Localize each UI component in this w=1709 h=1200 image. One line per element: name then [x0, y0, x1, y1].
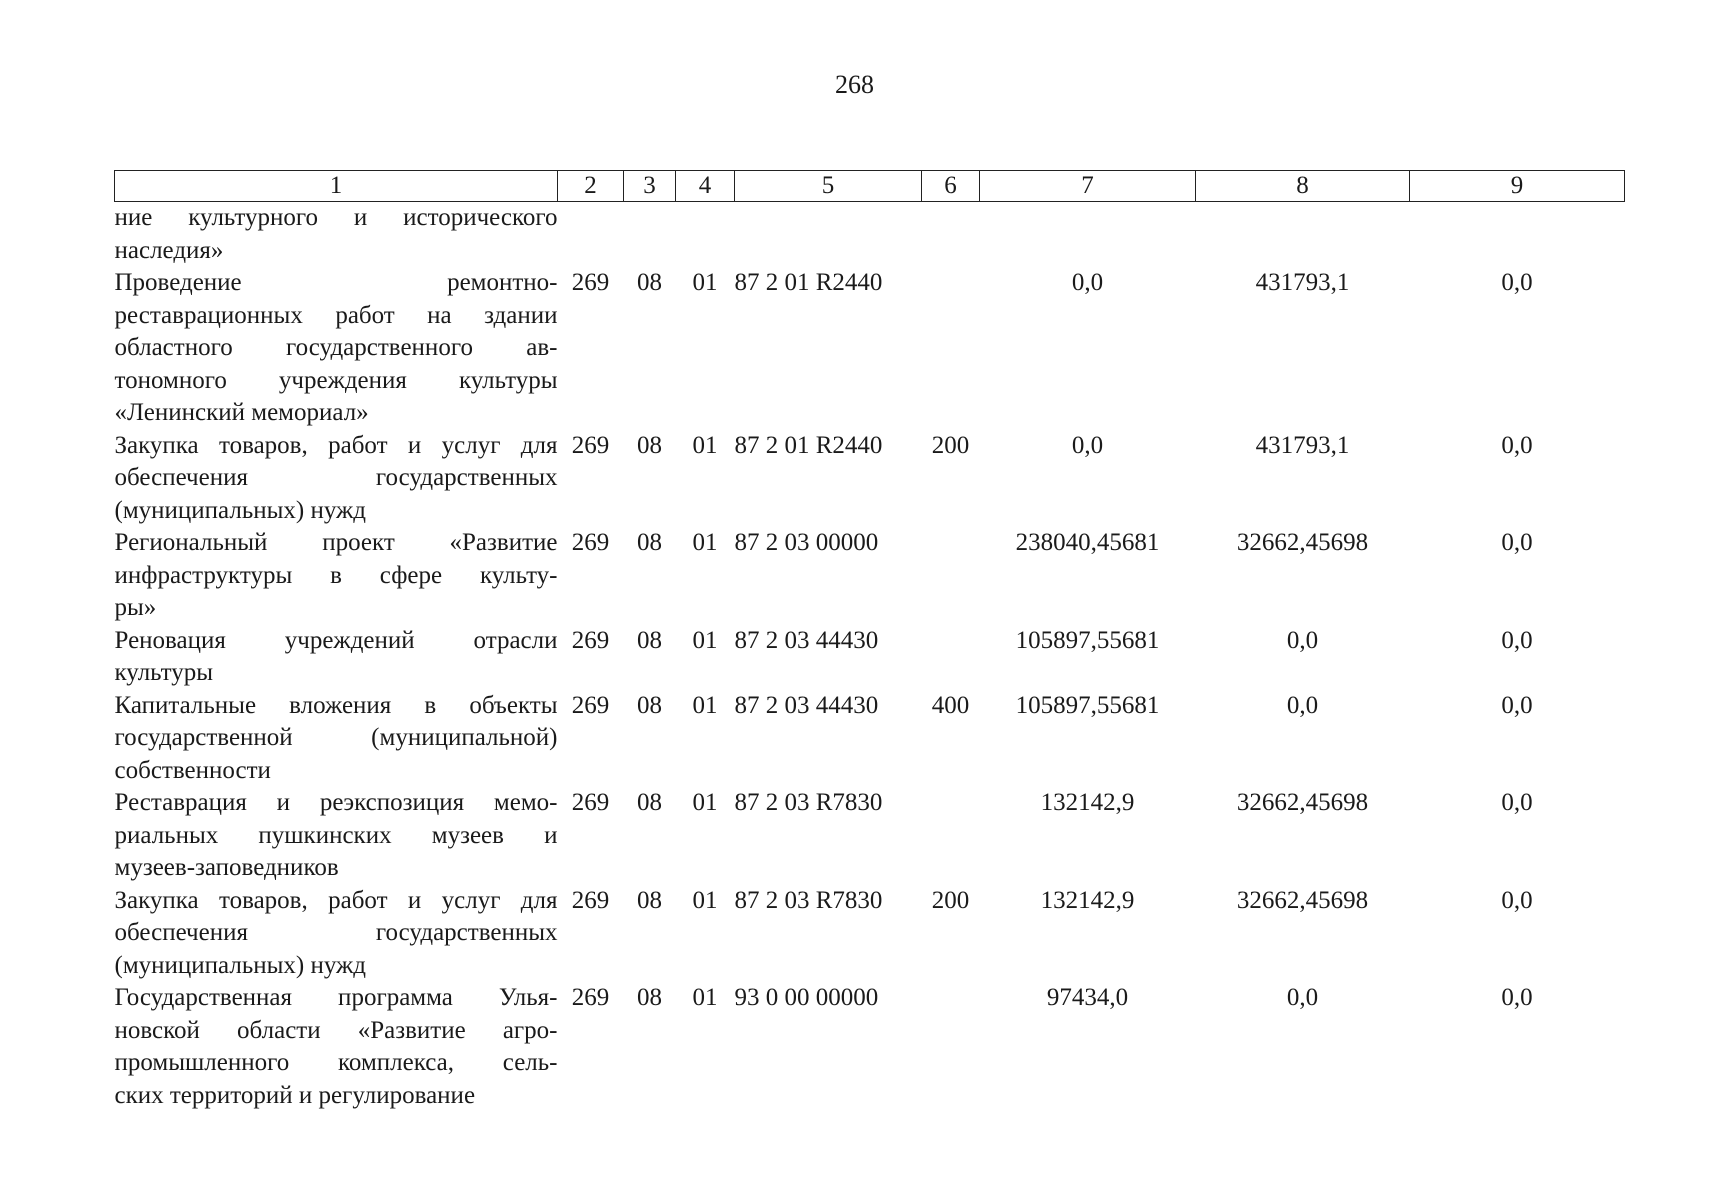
amount-col7-cell: 0,0	[1071, 431, 1104, 459]
expense-type-cell: 400	[931, 691, 970, 719]
section-code-cell: 08	[637, 789, 662, 816]
description-line: музеев-заповедников	[114, 854, 339, 881]
description-line: Реновация учреждений отрасли	[114, 626, 558, 654]
amount-col8-cell: 32662,45698	[1236, 529, 1369, 556]
amount-col7-cell: 97434,0	[1046, 984, 1129, 1011]
ministry-code-cell: 269	[571, 886, 610, 914]
amount-col9-cell: 0,0	[1501, 691, 1533, 719]
description-line: риальных пушкинских музеев и	[114, 821, 558, 849]
description-cell	[115, 885, 558, 983]
target-article-cell: 87 2 03 44430	[734, 691, 879, 719]
expense-type-cell	[922, 787, 980, 885]
description-cell	[115, 625, 558, 690]
column-header-5: 5	[735, 171, 922, 202]
column-header-2: 2	[558, 171, 624, 202]
subsection-code-cell	[676, 202, 735, 268]
subsection-code-cell: 01	[692, 789, 718, 816]
description-line: промышленного комплекса, сель-	[114, 1049, 558, 1076]
amount-col9-cell: 0,0	[1501, 431, 1533, 459]
target-article-cell: 87 2 03 00000	[734, 529, 879, 556]
description-line: Государственная программа Улья-	[114, 984, 558, 1011]
column-header-3: 3	[624, 171, 676, 202]
table-row	[115, 267, 1625, 430]
section-code-cell	[624, 202, 676, 268]
description-cell	[115, 430, 558, 528]
amount-col9-cell: 0,0	[1501, 269, 1533, 296]
amount-col7-cell: 105897,55681	[1015, 626, 1160, 654]
amount-col7-cell: 0,0	[1071, 269, 1104, 296]
ministry-code-cell	[558, 202, 624, 268]
section-code-cell: 08	[637, 431, 662, 459]
description-cell	[115, 787, 558, 885]
description-line: Проведение ремонтно-	[114, 269, 558, 296]
amount-col8-cell: 0,0	[1286, 626, 1319, 654]
subsection-code-cell: 01	[692, 529, 718, 556]
target-article-cell: 93 0 00 00000	[734, 984, 879, 1011]
target-article-cell	[735, 202, 922, 268]
expense-type-cell	[922, 202, 980, 268]
description-line: государственной (муниципальной)	[114, 724, 558, 751]
amount-col8-cell: 0,0	[1286, 984, 1319, 1011]
target-article-cell: 87 2 03 44430	[734, 626, 879, 654]
section-code-cell: 08	[637, 886, 662, 914]
amount-col7-cell: 105897,55681	[1015, 691, 1160, 719]
ministry-code-cell: 269	[571, 269, 610, 296]
description-line: инфраструктуры в сфере культу-	[114, 561, 558, 589]
amount-col7-cell: 132142,9	[1040, 789, 1135, 816]
header-row	[115, 171, 1625, 202]
expense-type-cell	[922, 267, 980, 430]
description-line: Закупка товаров, работ и услуг для	[114, 886, 558, 914]
expense-type-cell: 200	[931, 886, 970, 914]
ministry-code-cell: 269	[571, 529, 610, 556]
ministry-code-cell: 269	[571, 626, 610, 654]
description-line: наследия»	[114, 236, 224, 264]
description-line: тономного учреждения культуры	[114, 366, 558, 394]
subsection-code-cell: 01	[692, 269, 718, 296]
description-cell	[115, 267, 558, 430]
section-code-cell: 08	[637, 269, 662, 296]
subsection-code-cell: 01	[692, 886, 718, 914]
description-line: ры»	[114, 594, 157, 621]
description-line: обеспечения государственных	[114, 464, 558, 491]
expense-type-cell	[922, 527, 980, 625]
expense-type-cell	[922, 982, 980, 1112]
description-line: (муниципальных) нужд	[114, 951, 367, 979]
table-row	[115, 982, 1625, 1112]
description-line: Региональный проект «Развитие	[114, 529, 558, 556]
subsection-code-cell: 01	[692, 431, 718, 459]
amount-col9-cell: 0,0	[1501, 529, 1533, 556]
amount-col8-cell	[1196, 202, 1410, 268]
amount-col8-cell: 0,0	[1286, 691, 1319, 719]
target-article-cell: 87 2 03 R7830	[734, 886, 883, 914]
page-number: 268	[835, 70, 874, 99]
description-line: «Ленинский мемориал»	[114, 399, 369, 426]
table-body	[115, 202, 1625, 1113]
target-article-cell: 87 2 01 R2440	[734, 431, 883, 459]
table-row	[115, 527, 1625, 625]
description-line: обеспечения государственных	[114, 919, 558, 946]
amount-col7-cell	[980, 202, 1196, 268]
description-line: ние культурного и исторического	[114, 204, 558, 231]
subsection-code-cell: 01	[692, 626, 718, 654]
description-cell	[115, 527, 558, 625]
description-cell	[115, 202, 558, 268]
amount-col8-cell: 431793,1	[1255, 431, 1350, 459]
amount-col8-cell: 32662,45698	[1236, 789, 1369, 816]
amount-col8-cell: 32662,45698	[1236, 886, 1369, 914]
expense-type-cell: 200	[931, 431, 970, 459]
amount-col9-cell	[1410, 202, 1625, 268]
description-line: областного государственного ав-	[114, 334, 558, 361]
column-header-4: 4	[676, 171, 735, 202]
section-code-cell: 08	[637, 529, 662, 556]
amount-col9-cell: 0,0	[1501, 626, 1533, 654]
column-header-1: 1	[115, 171, 558, 202]
description-line: ских территорий и регулирование	[114, 1081, 476, 1109]
table-row	[115, 625, 1625, 690]
description-cell	[115, 690, 558, 788]
expense-type-cell	[922, 625, 980, 690]
ministry-code-cell: 269	[571, 431, 610, 459]
description-cell	[115, 982, 558, 1112]
amount-col9-cell: 0,0	[1501, 886, 1533, 914]
section-code-cell: 08	[637, 626, 662, 654]
target-article-cell: 87 2 03 R7830	[734, 789, 883, 816]
subsection-code-cell: 01	[692, 691, 718, 719]
amount-col9-cell: 0,0	[1501, 984, 1533, 1011]
amount-col8-cell: 431793,1	[1255, 269, 1350, 296]
column-header-6: 6	[922, 171, 980, 202]
table-row	[115, 885, 1625, 983]
table-row	[115, 690, 1625, 788]
description-line: культуры	[114, 659, 214, 686]
table-row	[115, 430, 1625, 528]
amount-col9-cell: 0,0	[1501, 789, 1533, 816]
table-row	[115, 787, 1625, 885]
description-line: новской области «Развитие агро-	[114, 1016, 558, 1044]
amount-col7-cell: 238040,45681	[1015, 529, 1160, 556]
section-code-cell: 08	[637, 691, 662, 719]
description-line: реставрационных работ на здании	[114, 301, 558, 329]
description-line: собственности	[114, 756, 271, 784]
description-line: Капитальные вложения в объекты	[114, 691, 558, 719]
ministry-code-cell: 269	[571, 789, 610, 816]
table-row	[115, 202, 1625, 268]
ministry-code-cell: 269	[571, 691, 610, 719]
section-code-cell: 08	[637, 984, 662, 1011]
target-article-cell: 87 2 01 R2440	[734, 269, 883, 296]
amount-col7-cell: 132142,9	[1040, 886, 1135, 914]
description-line: Закупка товаров, работ и услуг для	[114, 431, 558, 459]
description-line: Реставрация и реэкспозиция мемо-	[114, 789, 558, 816]
description-line: (муниципальных) нужд	[114, 496, 367, 524]
ministry-code-cell: 269	[571, 984, 610, 1011]
subsection-code-cell: 01	[692, 984, 718, 1011]
column-header-8: 8	[1196, 171, 1410, 202]
budget-table	[114, 170, 1625, 1112]
column-header-9: 9	[1410, 171, 1625, 202]
column-header-7: 7	[980, 171, 1196, 202]
